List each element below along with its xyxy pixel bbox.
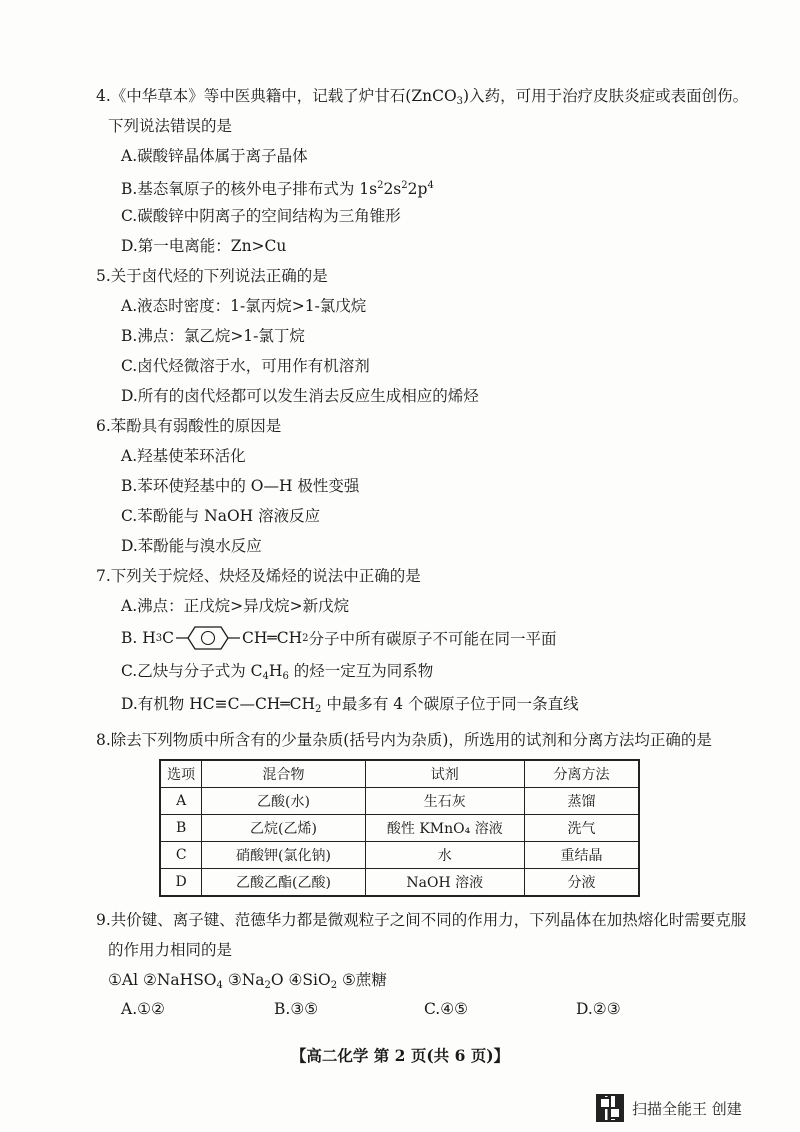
q7-d-sub: 2 [315, 704, 322, 715]
q4-option-d: D.第一电离能：Zn>Cu [121, 237, 287, 255]
qr-code-icon [596, 1094, 624, 1122]
q9-option-c: C.④⑤ [424, 1000, 469, 1018]
q4-stem [96, 86, 748, 112]
q7-c-sub2: 6 [282, 671, 289, 682]
q7-c-sub1: 4 [262, 671, 269, 682]
q4-stem-text-2: )入药，可用于治疗皮肤炎症或表面创伤。 [463, 87, 749, 105]
q4-stem-line2: 下列说法错误的是 [108, 117, 233, 135]
q7-option-a: A.沸点：正戊烷>异戊烷>新戊烷 [121, 597, 350, 615]
q7-c-text2: 的烃一定互为同系物 [288, 662, 434, 680]
q6-option-b: B.苯环使羟基中的 O—H 极性变强 [121, 477, 360, 495]
q4-b-text2: 2s [383, 180, 402, 198]
q4-stem-sub: 3 [456, 96, 464, 107]
q7-c-text: C.乙炔与分子式为 C [121, 662, 263, 680]
table-cell: 分液 [525, 869, 640, 897]
q9-items-sub1: 4 [216, 980, 223, 991]
watermark-text: 扫描全能王 创建 [632, 1099, 742, 1118]
table-cell: NaOH 溶液 [365, 869, 524, 897]
table-header-reagent: 试剂 [365, 760, 524, 788]
q5-option-b: B.沸点：氯乙烷>1-氯丁烷 [121, 327, 305, 345]
q7-b-vinyl: CH═CH [242, 629, 303, 647]
q7-option-c [121, 661, 433, 687]
q9-option-d: D.②③ [576, 1000, 621, 1018]
table-header-option: 选项 [160, 760, 202, 788]
table-cell: 水 [365, 842, 524, 869]
q7-b-text: B. H [121, 629, 156, 647]
page-footer: 【高二化学 第 2 页(共 6 页)】 [290, 1046, 510, 1065]
q9-option-a: A.①② [121, 1000, 165, 1018]
q4-b-sup2: 2 [401, 180, 408, 191]
q9-items-text4: ⑤蔗糖 [337, 971, 387, 989]
table-header-mixture: 混合物 [202, 760, 365, 788]
q4-stem-text: 4.《中华草本》等中医典籍中，记载了炉甘石(ZnCO [96, 87, 457, 105]
q4-option-a: A.碳酸锌晶体属于离子晶体 [121, 147, 308, 165]
q6-option-a: A.羟基使苯环活化 [121, 447, 246, 465]
q9-items-text: ①Al ②NaHSO [108, 971, 217, 989]
q6-stem: 6.苯酚具有弱酸性的原因是 [96, 417, 282, 435]
table-row [160, 788, 639, 815]
q7-b-sub2: 2 [302, 632, 309, 644]
table-header-row [160, 760, 639, 788]
q8-stem: 8.除去下列物质中所含有的少量杂质(括号内为杂质)，所选用的试剂和分离方法均正确的是 [96, 731, 712, 749]
q7-option-b [121, 625, 557, 651]
table-cell: 乙酸(水) [202, 788, 365, 815]
q8-table [159, 759, 640, 897]
q5-option-d: D.所有的卤代烃都可以发生消去反应生成相应的烯烃 [121, 387, 479, 405]
q9-items-sub3: 2 [330, 980, 338, 991]
table-cell: A [160, 788, 202, 815]
table-cell: C [160, 842, 202, 869]
q7-c-h: H [268, 662, 283, 680]
benzene-ring-icon [176, 625, 240, 651]
table-cell: 蒸馏 [525, 788, 640, 815]
q9-stem-line2: 的作用力相同的是 [108, 941, 233, 959]
q9-stem: 9.共价键、离子键、范德华力都是微观粒子之间不同的作用力，下列晶体在加热熔化时需要克服 [96, 911, 747, 929]
table-cell: 生石灰 [365, 788, 524, 815]
table-row [160, 842, 639, 869]
table-header-method: 分离方法 [525, 760, 640, 788]
q4-option-b [121, 176, 434, 199]
table-cell: 洗气 [525, 815, 640, 842]
q5-stem: 5.关于卤代烃的下列说法正确的是 [96, 267, 328, 285]
q9-items-text2: ③Na [222, 971, 265, 989]
q5-option-a: A.液态时密度：1-氯丙烷>1-氯戊烷 [121, 297, 367, 315]
q9-items [108, 970, 387, 996]
q4-option-c: C.碳酸锌中阴离子的空间结构为三角锥形 [121, 207, 401, 225]
q4-b-text: B.基态氧原子的核外电子排布式为 1s [121, 180, 378, 198]
table-row [160, 815, 639, 842]
q7-b-sub1: 3 [155, 632, 163, 644]
table-row [160, 869, 639, 897]
q7-b-carbon: C [162, 629, 175, 647]
q7-d-text: D.有机物 HC≡C—CH═CH [121, 695, 316, 713]
table-cell: 乙烷(乙烯) [202, 815, 365, 842]
scanner-watermark [596, 1094, 742, 1122]
q9-items-sub2: 2 [264, 980, 271, 991]
q6-option-d: D.苯酚能与溴水反应 [121, 537, 262, 555]
table-cell: D [160, 869, 202, 897]
q7-option-d [121, 694, 579, 720]
q5-option-c: C.卤代烃微溶于水，可用作有机溶剂 [121, 357, 370, 375]
q9-items-text3: O ④SiO [270, 971, 331, 989]
q4-b-sup1: 2 [377, 180, 384, 191]
table-cell: B [160, 815, 202, 842]
q7-b-text2: 分子中所有碳原子不可能在同一平面 [308, 630, 557, 648]
q7-d-text2: 中最多有 4 个碳原子位于同一条直线 [321, 695, 579, 713]
q9-option-b: B.③⑤ [274, 1000, 319, 1018]
q4-b-sup3: 4 [427, 180, 434, 191]
table-cell: 乙酸乙酯(乙酸) [202, 869, 365, 897]
table-cell: 重结晶 [525, 842, 640, 869]
q7-stem: 7.下列关于烷烃、炔烃及烯烃的说法中正确的是 [96, 567, 421, 585]
table-cell: 硝酸钾(氯化钠) [202, 842, 365, 869]
q6-option-c: C.苯酚能与 NaOH 溶液反应 [121, 507, 321, 525]
q4-b-text3: 2p [407, 180, 428, 198]
table-cell: 酸性 KMnO₄ 溶液 [365, 815, 524, 842]
